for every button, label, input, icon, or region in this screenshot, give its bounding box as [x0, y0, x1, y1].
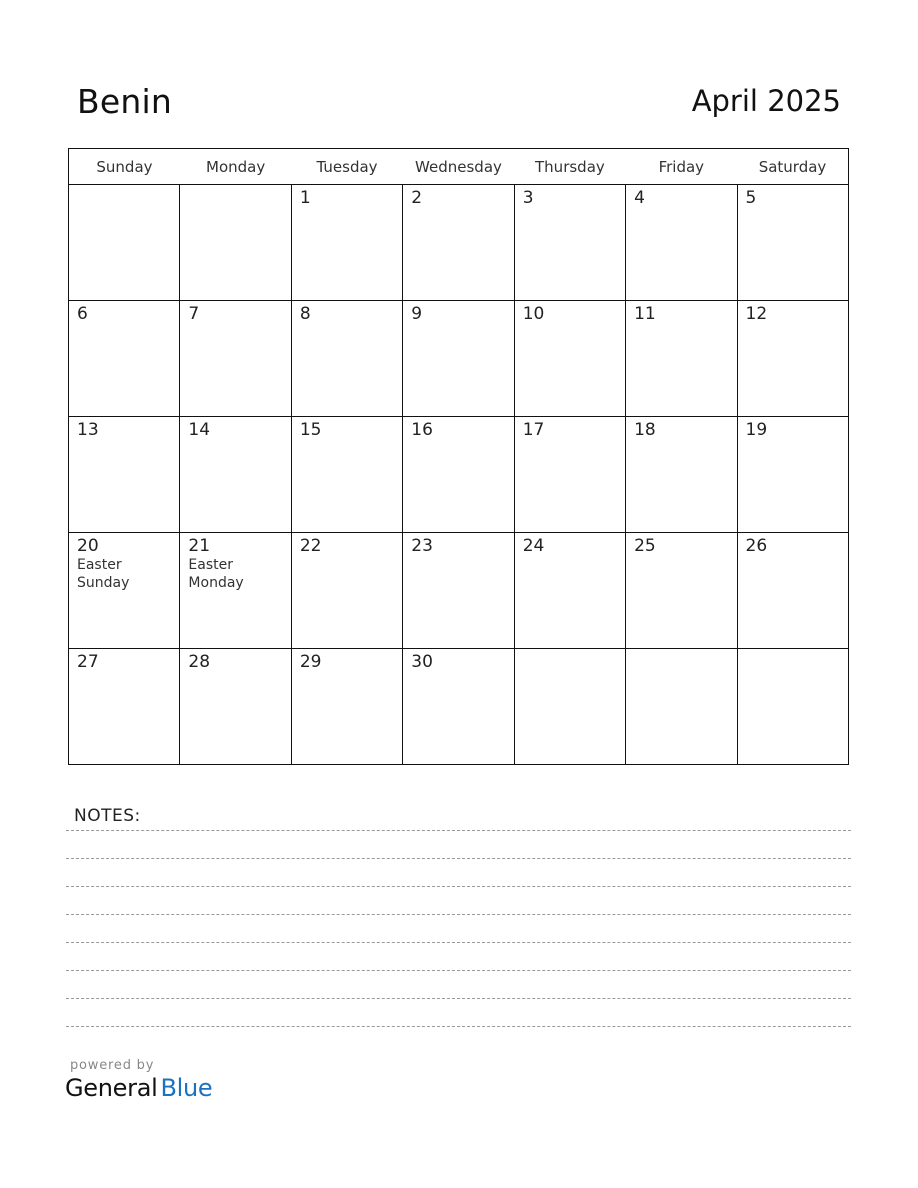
day-number: 9	[411, 304, 423, 324]
day-number: 4	[634, 188, 645, 208]
day-cell	[403, 301, 514, 417]
note-line	[66, 1026, 851, 1027]
day-cell	[626, 533, 737, 649]
day-cell-holiday	[180, 533, 291, 649]
day-number: 13	[77, 420, 99, 440]
day-number: 3	[522, 188, 534, 208]
day-cell	[291, 301, 402, 417]
brand-blue-text: Blue	[160, 1074, 213, 1102]
calendar-grid	[68, 148, 849, 765]
note-line	[66, 830, 851, 831]
day-number: 12	[745, 304, 768, 324]
holiday-label: Sunday	[77, 575, 130, 591]
day-cell	[514, 533, 625, 649]
day-number: 5	[745, 188, 757, 208]
holiday-label: Easter	[188, 557, 233, 573]
day-cell	[180, 649, 291, 765]
day-cell-holiday	[69, 533, 180, 649]
powered-by-label: powered by	[70, 1058, 155, 1073]
week-row	[69, 417, 849, 533]
generalblue-logo	[65, 1074, 212, 1102]
day-number	[180, 185, 290, 188]
day-number: 22	[299, 536, 322, 556]
day-number: 11	[634, 304, 656, 324]
day-number: 24	[522, 536, 545, 556]
day-cell	[291, 185, 402, 301]
week-row	[69, 533, 849, 649]
week-row	[69, 301, 849, 417]
day-cell	[737, 417, 848, 533]
day-cell	[403, 185, 514, 301]
day-number: 18	[634, 420, 656, 440]
week-row	[69, 649, 849, 765]
day-number: 17	[522, 420, 545, 440]
day-cell	[626, 185, 737, 301]
weekday-monday: Monday	[180, 149, 291, 185]
day-cell	[514, 301, 625, 417]
day-cell	[69, 649, 180, 765]
note-line	[66, 998, 851, 999]
note-line	[66, 886, 851, 887]
day-cell	[291, 417, 402, 533]
day-cell	[626, 649, 737, 765]
day-number: 19	[745, 420, 768, 440]
note-line	[66, 970, 851, 971]
weekday-header-row	[69, 149, 849, 185]
day-number: 8	[299, 304, 311, 324]
day-number: 20	[77, 536, 99, 556]
weekday-saturday: Saturday	[737, 149, 848, 185]
week-row	[69, 185, 849, 301]
day-cell	[737, 649, 848, 765]
day-number	[626, 649, 736, 652]
notes-label: NOTES:	[74, 806, 141, 826]
day-number: 21	[188, 536, 211, 556]
note-line	[66, 942, 851, 943]
day-number: 23	[411, 536, 433, 556]
day-cell	[626, 417, 737, 533]
day-cell	[291, 649, 402, 765]
day-number: 29	[299, 652, 322, 672]
day-cell	[180, 185, 291, 301]
day-cell	[403, 533, 514, 649]
calendar-country-title: Benin	[77, 82, 172, 121]
day-cell	[69, 185, 180, 301]
day-number: 7	[188, 304, 200, 324]
day-number: 2	[411, 188, 423, 208]
day-cell	[737, 301, 848, 417]
weekday-wednesday: Wednesday	[403, 149, 514, 185]
day-cell	[69, 417, 180, 533]
calendar-month-year: April 2025	[691, 84, 841, 118]
day-number: 28	[188, 652, 211, 672]
holiday-label: Easter	[77, 557, 122, 573]
day-cell	[180, 417, 291, 533]
day-number	[515, 649, 625, 652]
day-cell	[514, 649, 625, 765]
weekday-friday: Friday	[626, 149, 737, 185]
day-cell	[514, 185, 625, 301]
day-number: 25	[634, 536, 656, 556]
day-cell	[514, 417, 625, 533]
holiday-label: Monday	[188, 575, 244, 591]
day-cell	[180, 301, 291, 417]
day-number: 27	[77, 652, 99, 672]
day-cell	[403, 417, 514, 533]
day-number: 10	[522, 304, 545, 324]
day-number: 6	[77, 304, 88, 324]
day-number: 14	[188, 420, 211, 440]
day-cell	[737, 533, 848, 649]
weekday-sunday: Sunday	[69, 149, 180, 185]
day-number: 16	[411, 420, 433, 440]
day-cell	[626, 301, 737, 417]
day-number	[69, 185, 179, 188]
day-number: 30	[411, 652, 433, 672]
weekday-tuesday: Tuesday	[291, 149, 402, 185]
day-cell	[737, 185, 848, 301]
day-number: 1	[299, 188, 311, 208]
day-number	[738, 649, 848, 652]
day-cell	[69, 301, 180, 417]
day-cell	[403, 649, 514, 765]
brand-general-text: General	[65, 1074, 158, 1102]
weekday-thursday: Thursday	[514, 149, 625, 185]
day-number: 15	[299, 420, 322, 440]
day-number: 26	[745, 536, 768, 556]
note-line	[66, 914, 851, 915]
day-cell	[291, 533, 402, 649]
note-line	[66, 858, 851, 859]
